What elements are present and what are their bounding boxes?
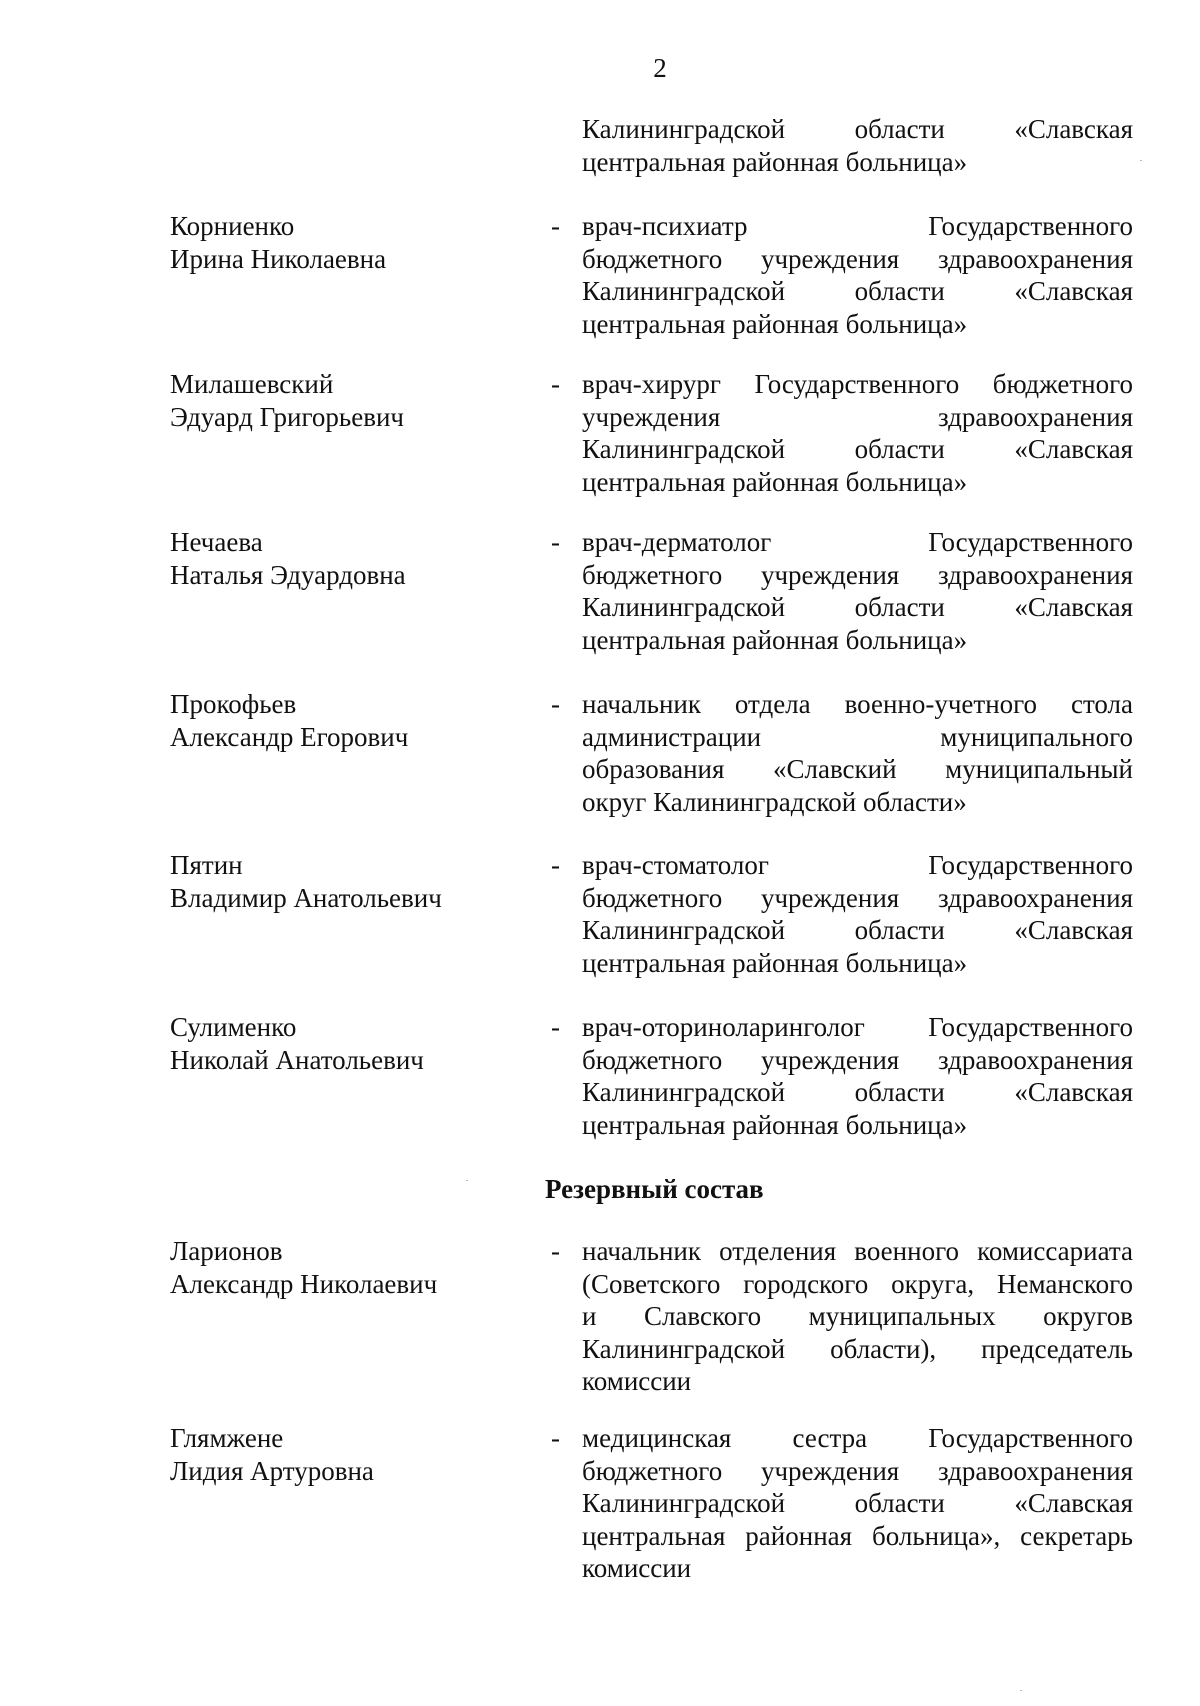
member-surname: Сулименко: [170, 1012, 297, 1042]
role-line: Калининградской области «Славская: [582, 1077, 1133, 1107]
role-line: врач-оториноларинголог Государственного: [582, 1012, 1133, 1042]
role-line: центральная районная больница»: [582, 1109, 968, 1140]
reserve-heading: Резервный состав: [545, 1174, 764, 1204]
member-surname: Ларионов: [170, 1236, 283, 1266]
role-line: бюджетного учреждения здравоохранения: [582, 559, 1133, 590]
role-line: начальник отделения военного комиссариата: [582, 1236, 1133, 1266]
entry-dash: -: [551, 211, 560, 241]
role-line: комиссии: [582, 1553, 692, 1583]
role-line: администрации муниципального: [582, 721, 1133, 752]
role-line: бюджетного учреждения здравоохранения: [582, 243, 1133, 274]
member-given-name: Александр Егорович: [170, 721, 409, 752]
scan-speck: [466, 1180, 468, 1181]
member-role: [582, 688, 1133, 818]
member-surname: Корниенко: [170, 211, 295, 241]
entry-dash: -: [551, 1423, 560, 1453]
member-role: [582, 210, 1133, 340]
member-surname: Глямжене: [170, 1423, 284, 1453]
scan-speck: [1140, 160, 1142, 161]
member-name: [170, 1011, 530, 1076]
member-role: [582, 849, 1133, 979]
member-given-name: Владимир Анатольевич: [170, 882, 442, 913]
role-line: врач-психиатр Государственного: [582, 211, 1133, 241]
role-line: центральная районная больница»: [582, 308, 968, 339]
member-role: [582, 1011, 1133, 1141]
role-line: Калининградской области «Славская: [582, 915, 1133, 945]
member-surname: Нечаева: [170, 527, 263, 557]
role-line: и Славского муниципальных округов: [582, 1301, 1133, 1331]
role-line: Калининградской области «Славская: [582, 592, 1133, 622]
member-given-name: Наталья Эдуардовна: [170, 559, 406, 590]
member-role: [582, 368, 1133, 498]
role-line: врач-дерматолог Государственного: [582, 527, 1133, 557]
member-role: [582, 526, 1133, 656]
member-name: [170, 368, 530, 433]
member-name: [170, 1235, 530, 1300]
entry-dash: -: [551, 689, 560, 719]
role-line: центральная районная больница», секретарь: [582, 1520, 1133, 1551]
role-line: комиссии: [582, 1366, 692, 1396]
role-line: врач-хирург Государственного бюджетного: [582, 369, 1133, 399]
member-surname: Прокофьев: [170, 689, 297, 719]
role-line: центральная районная больница»: [582, 624, 968, 655]
role-line: Калининградской области), председатель: [582, 1333, 1133, 1364]
member-name: [170, 688, 530, 753]
role-line: Калининградской области «Славская: [582, 276, 1133, 306]
member-name: [170, 210, 530, 275]
entry-dash: -: [551, 850, 560, 880]
member-name: [170, 1422, 530, 1487]
role-line: бюджетного учреждения здравоохранения: [582, 1044, 1133, 1075]
page-number: 2: [653, 53, 667, 83]
role-line: центральная районная больница»: [582, 466, 968, 497]
member-surname: Милашевский: [170, 369, 334, 399]
continuation-line: центральная районная больница»: [582, 146, 968, 177]
entry-dash: -: [551, 1012, 560, 1042]
role-line: (Советского городского округа, Неманского: [582, 1268, 1133, 1299]
role-line: медицинская сестра Государственного: [582, 1423, 1133, 1453]
entry-dash: -: [551, 1236, 560, 1266]
role-line: учреждения здравоохранения: [582, 401, 1133, 432]
member-given-name: Эдуард Григорьевич: [170, 401, 404, 432]
role-line: Калининградской области «Славская: [582, 1488, 1133, 1518]
scan-speck: [1020, 1690, 1022, 1691]
continuation-text: [582, 113, 1133, 178]
member-role: [582, 1422, 1133, 1585]
member-surname: Пятин: [170, 850, 243, 880]
role-line: бюджетного учреждения здравоохранения: [582, 1455, 1133, 1486]
role-line: образования «Славский муниципальный: [582, 754, 1133, 784]
role-line: начальник отдела военно-учетного стола: [582, 689, 1133, 719]
member-name: [170, 526, 530, 591]
member-given-name: Александр Николаевич: [170, 1268, 438, 1299]
role-line: Калининградской области «Славская: [582, 434, 1133, 464]
member-given-name: Николай Анатольевич: [170, 1044, 424, 1075]
role-line: бюджетного учреждения здравоохранения: [582, 882, 1133, 913]
role-line: центральная районная больница»: [582, 947, 968, 978]
member-given-name: Лидия Артуровна: [170, 1455, 374, 1486]
entry-dash: -: [551, 369, 560, 399]
member-given-name: Ирина Николаевна: [170, 243, 387, 274]
role-line: врач-стоматолог Государственного: [582, 850, 1133, 880]
member-name: [170, 849, 530, 914]
member-role: [582, 1235, 1133, 1398]
role-line: округ Калининградской области»: [582, 786, 967, 817]
continuation-line: Калининградской области «Славская: [582, 114, 1133, 144]
entry-dash: -: [551, 527, 560, 557]
